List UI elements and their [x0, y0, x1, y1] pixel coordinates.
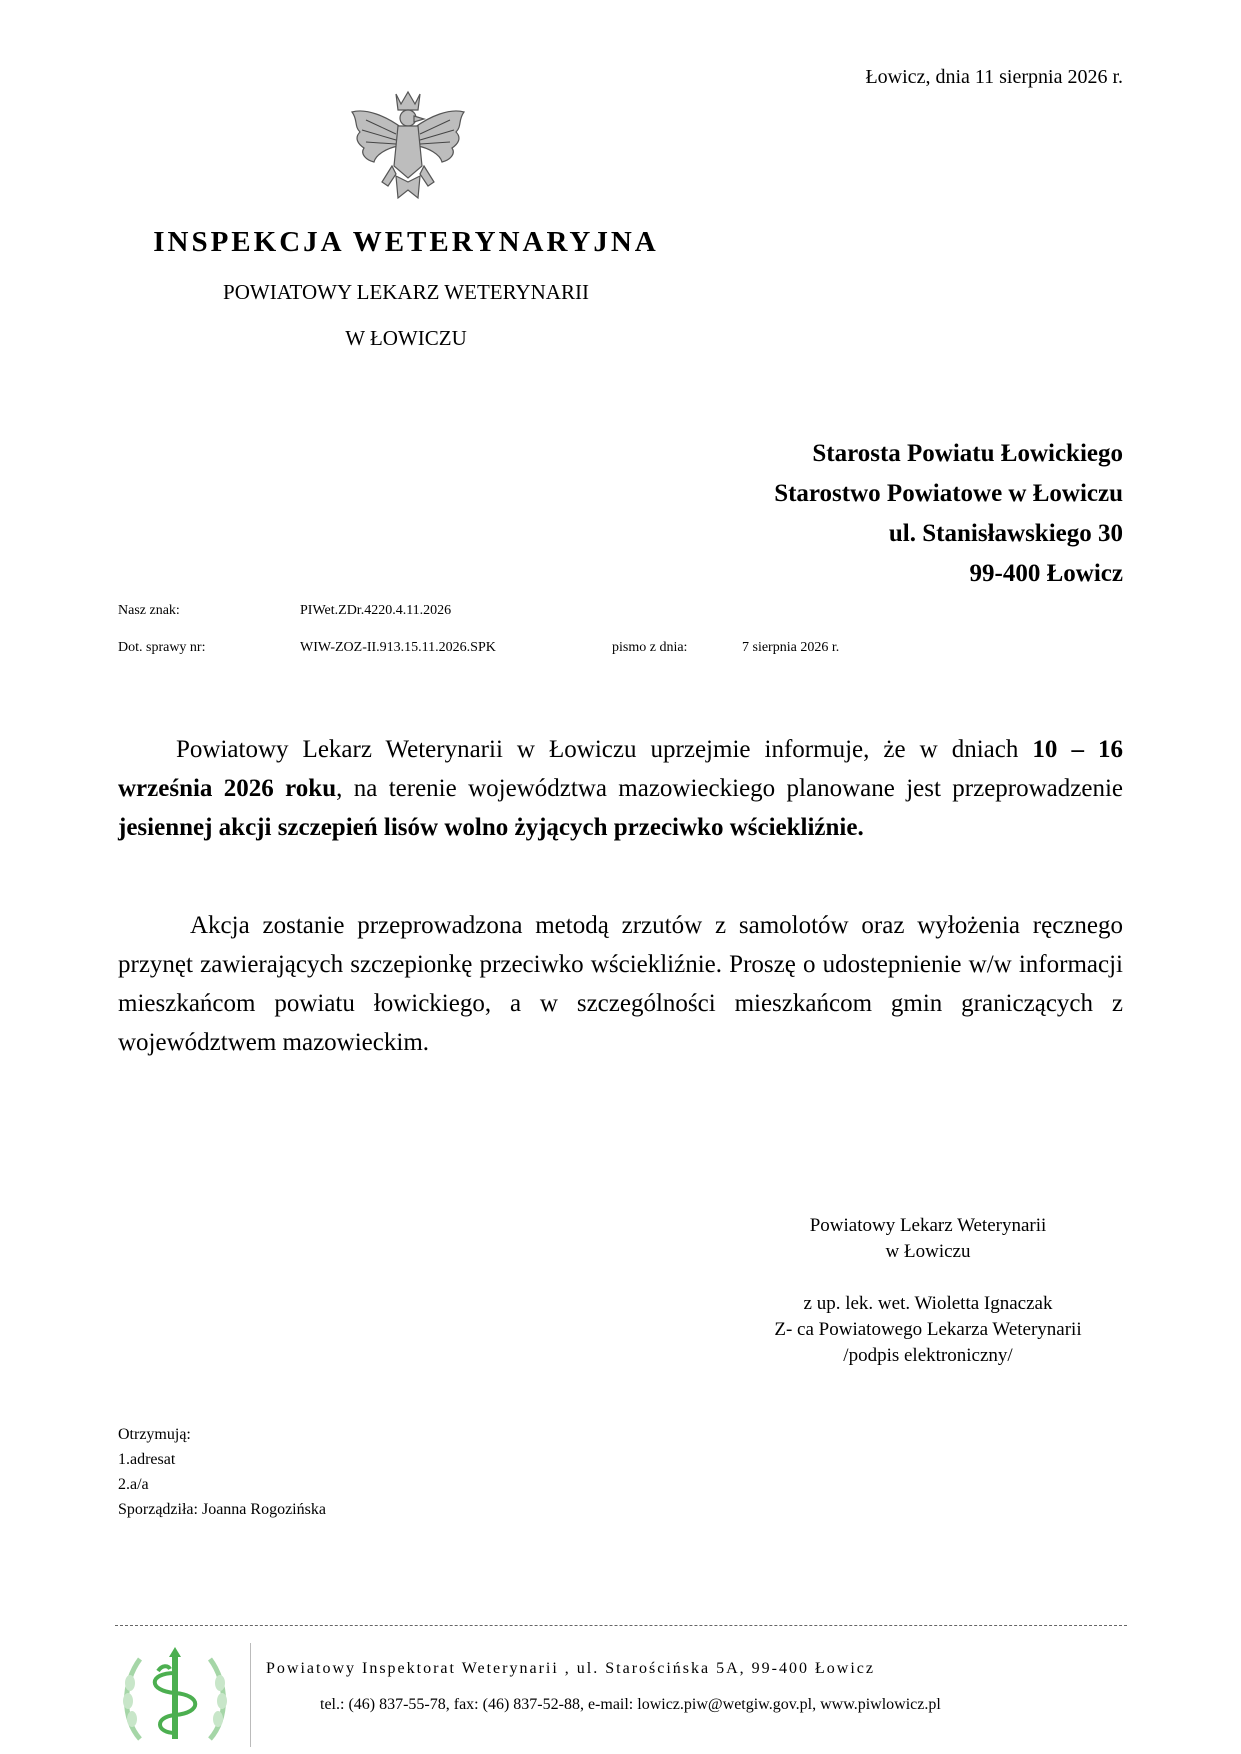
- prepared-by: Sporządziła: Joanna Rogozińska: [118, 1501, 326, 1518]
- letter-date-label: pismo z dnia:: [612, 640, 688, 655]
- signature-line-1: Powiatowy Lekarz Weterynarii: [809, 1215, 1047, 1236]
- recipient-address: [774, 434, 1123, 594]
- polish-eagle-icon: [346, 86, 470, 216]
- recipient-item-1: 1.adresat: [118, 1451, 176, 1468]
- our-ref-label: Nasz znak:: [118, 603, 180, 618]
- body-paragraph-1: [118, 730, 1123, 847]
- recipient-line-2: Starostwo Powiatowe w Łowiczu: [774, 480, 1123, 507]
- p1-campaign: jesiennej akcji szczepień lisów wolno żyjących przeciwko wściekliźnie.: [118, 814, 864, 841]
- letter-date-value: 7 sierpnia 2026 r.: [742, 640, 840, 655]
- signature-line-3: z up. lek. wet. Wioletta Ignaczak: [803, 1293, 1053, 1314]
- our-ref-value: PIWet.ZDr.4220.4.11.2026: [300, 603, 452, 618]
- organization-city: W ŁOWICZU: [345, 326, 467, 350]
- p1-text-b: , na terenie województwa mazowieckiego planowane jest przeprowadzenie: [336, 775, 1124, 802]
- recipients-label: Otrzymują:: [118, 1426, 191, 1443]
- recipient-line-4: 99-400 Łowicz: [969, 560, 1123, 587]
- recipient-line-1: Starosta Powiatu Łowickiego: [812, 440, 1123, 467]
- veterinary-caduceus-logo-icon: [118, 1643, 232, 1751]
- organization-title: POWIATOWY LEKARZ WETERYNARII: [223, 280, 589, 304]
- footer-divider: [115, 1625, 1127, 1626]
- recipients-list: [118, 1422, 326, 1522]
- footer-address: Powiatowy Inspektorat Weterynarii , ul. Starościńska 5A, 99-400 Łowicz: [266, 1660, 875, 1677]
- recipient-line-3: ul. Stanisławskiego 30: [888, 520, 1123, 547]
- case-label: Dot. sprawy nr:: [118, 640, 206, 655]
- organization-name: INSPEKCJA WETERYNARYJNA: [153, 226, 659, 258]
- place-date: Łowicz, dnia 11 sierpnia 2026 r.: [865, 66, 1123, 88]
- signature-line-2: w Łowiczu: [885, 1241, 971, 1262]
- body-paragraph-2: Akcja zostanie przeprowadzona metodą zrzutów z samolotów oraz wyłożenia ręcznego przynęt zawierających szczepionkę przeciwko wściekliźnie. Proszę o udostepnienie w/w informacji mieszkańcom powiatu łowickiego, a w szczególności mieszkańcom gmin graniczących z województwem mazowieckim.: [118, 912, 1123, 1056]
- signature-line-4: Z- ca Powiatowego Lekarza Weterynarii: [774, 1319, 1082, 1340]
- p1-text-a: Powiatowy Lekarz Weterynarii w Łowiczu uprzejmie informuje, że w dniach: [176, 736, 1033, 763]
- recipient-item-2: 2.a/a: [118, 1476, 149, 1493]
- footer-separator: [250, 1643, 251, 1747]
- signature-block: [718, 1213, 1138, 1369]
- signature-line-5: /podpis elektroniczny/: [843, 1345, 1013, 1366]
- case-value: WIW-ZOZ-II.913.15.11.2026.SPK: [300, 640, 496, 655]
- footer-contact: tel.: (46) 837-55-78, fax: (46) 837-52-88, e-mail: lowicz.piw@wetgiw.gov.pl, www.piwlowicz.pl: [320, 1696, 941, 1713]
- p1-dates: 10 – 16 września 2026 roku: [118, 736, 1124, 802]
